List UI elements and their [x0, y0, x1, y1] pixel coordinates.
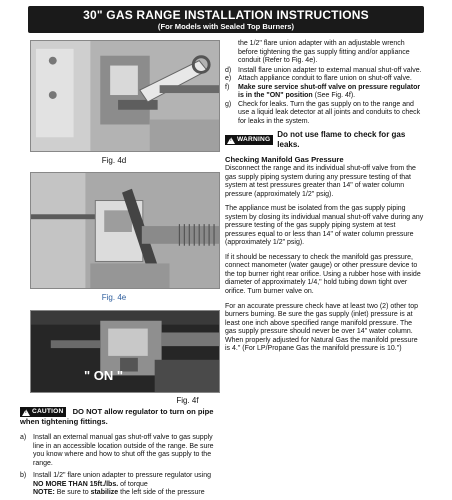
- caution-notice: [20, 407, 216, 426]
- note-text-pre: Be sure to: [54, 489, 91, 497]
- step-letter: f): [225, 83, 230, 91]
- manifold-paragraph-2: The appliance must be isolated from the gas supply piping system by closing its individual manual shut-off valve during any pressure testing of the gas supply piping system at test pressures equal to or less than 14" of water column pressure (approximately 1/2" psig).: [225, 205, 424, 247]
- intro-paragraph: the 1/2" flare union adapter with an adjustable wrench before tightening the gas supply fitting and/or appliance conduit (Refer to Fig. 4e).: [238, 40, 410, 65]
- step-d: [225, 67, 424, 76]
- step-letter: d): [225, 66, 232, 74]
- step-letter: g): [225, 100, 232, 108]
- caution-triangle-icon: [22, 409, 30, 416]
- step-f: [225, 84, 424, 101]
- warning-notice: [225, 130, 424, 150]
- figure-4f-photo: [30, 310, 220, 393]
- manifold-paragraph-3: If it should be necessary to check the manifold gas pressure, connect manometer (water gauge) or other pressure device to the top burner right rear orifice. Using a rubber hose with inside diameter of approximately 1/4," hold tubing down tight over orifice. Turn burner valve on.: [225, 253, 421, 295]
- step-text: Check for leaks. Turn the gas supply on to the range and use a liquid leak detector at all joints and conduits to check for leaks in the system.: [238, 100, 421, 125]
- step-text-post: of torque: [118, 480, 148, 488]
- manifold-paragraph-4: For an accurate pressure check have at least two (2) other top burners burning. Be sure the gas supply (inlet) pressure is at least one inch above specified range manifold pressure. The gas supply pressure should never be over 14" water column. When properly adjusted for Natural Gas the manifold pressure is 4." (For LP/Propane Gas the manifold pressure is 10."): [225, 302, 418, 353]
- step-text-bold: Make sure service shut-off valve on pressure regulator is in the "ON" position: [238, 83, 421, 100]
- step-g: [225, 101, 424, 127]
- caution-badge: [20, 407, 66, 417]
- step-text: Install flare union adapter to external manual shut-off valve.: [238, 66, 422, 74]
- left-column-text: [20, 407, 216, 500]
- step-a: [20, 434, 216, 468]
- warning-triangle-icon: [227, 137, 235, 144]
- warning-badge-label: WARNING: [237, 136, 271, 144]
- page-title: 30" GAS RANGE INSTALLATION INSTRUCTIONS: [83, 8, 369, 22]
- note-text-post: the left side of the pressure: [118, 489, 205, 497]
- header-bar: [28, 6, 424, 33]
- caution-text: DO NOT allow regulator to turn on pipe when tightening fittings.: [20, 407, 214, 427]
- step-b: [20, 472, 216, 498]
- note-label: NOTE:: [33, 489, 55, 497]
- step-text-bold: NO MORE THAN 15ft./lbs.: [33, 480, 119, 488]
- note-text-bold: stabilize: [90, 489, 119, 497]
- caution-badge-label: CAUTION: [32, 408, 64, 415]
- figure-4e-photo: [30, 172, 220, 289]
- figure-4d-caption: Fig. 4d: [101, 156, 127, 165]
- on-position-label: " ON ": [84, 368, 124, 383]
- figure-4d-photo: [30, 40, 220, 152]
- page-subtitle: (For Models with Sealed Top Burners): [157, 22, 295, 31]
- manifold-paragraph-1: Disconnect the range and its individual shut-off valve from the gas supply piping system during any pressure testing of that system at test pressures greater than 14" of water column pressure (approximately 1/2" psig).: [225, 165, 416, 198]
- step-letter: e): [225, 75, 232, 83]
- step-e: [225, 75, 424, 84]
- warning-text: Do not use flame to check for gas leaks.: [277, 130, 406, 150]
- manifold-section-title: Checking Manifold Gas Pressure: [225, 154, 344, 164]
- step-text-pre: Install 1/2" flare union adapter to pressure regulator using: [33, 472, 211, 480]
- step-text-suffix: (See Fig. 4f).: [312, 92, 356, 100]
- step-letter: a): [20, 434, 27, 442]
- step-text: Attach appliance conduit to flare union on shut-off valve.: [238, 75, 412, 83]
- figure-4f-caption: Fig. 4f: [176, 396, 199, 405]
- warning-badge: [225, 135, 273, 145]
- step-letter: b): [20, 472, 27, 480]
- step-text: Install an external manual gas shut-off valve to gas supply line in an accessible location outside of the range. Be sure you know where and how to shut off the gas supply to the range.: [33, 434, 214, 467]
- right-column: [225, 40, 424, 360]
- figure-4e-caption: Fig. 4e: [101, 293, 127, 302]
